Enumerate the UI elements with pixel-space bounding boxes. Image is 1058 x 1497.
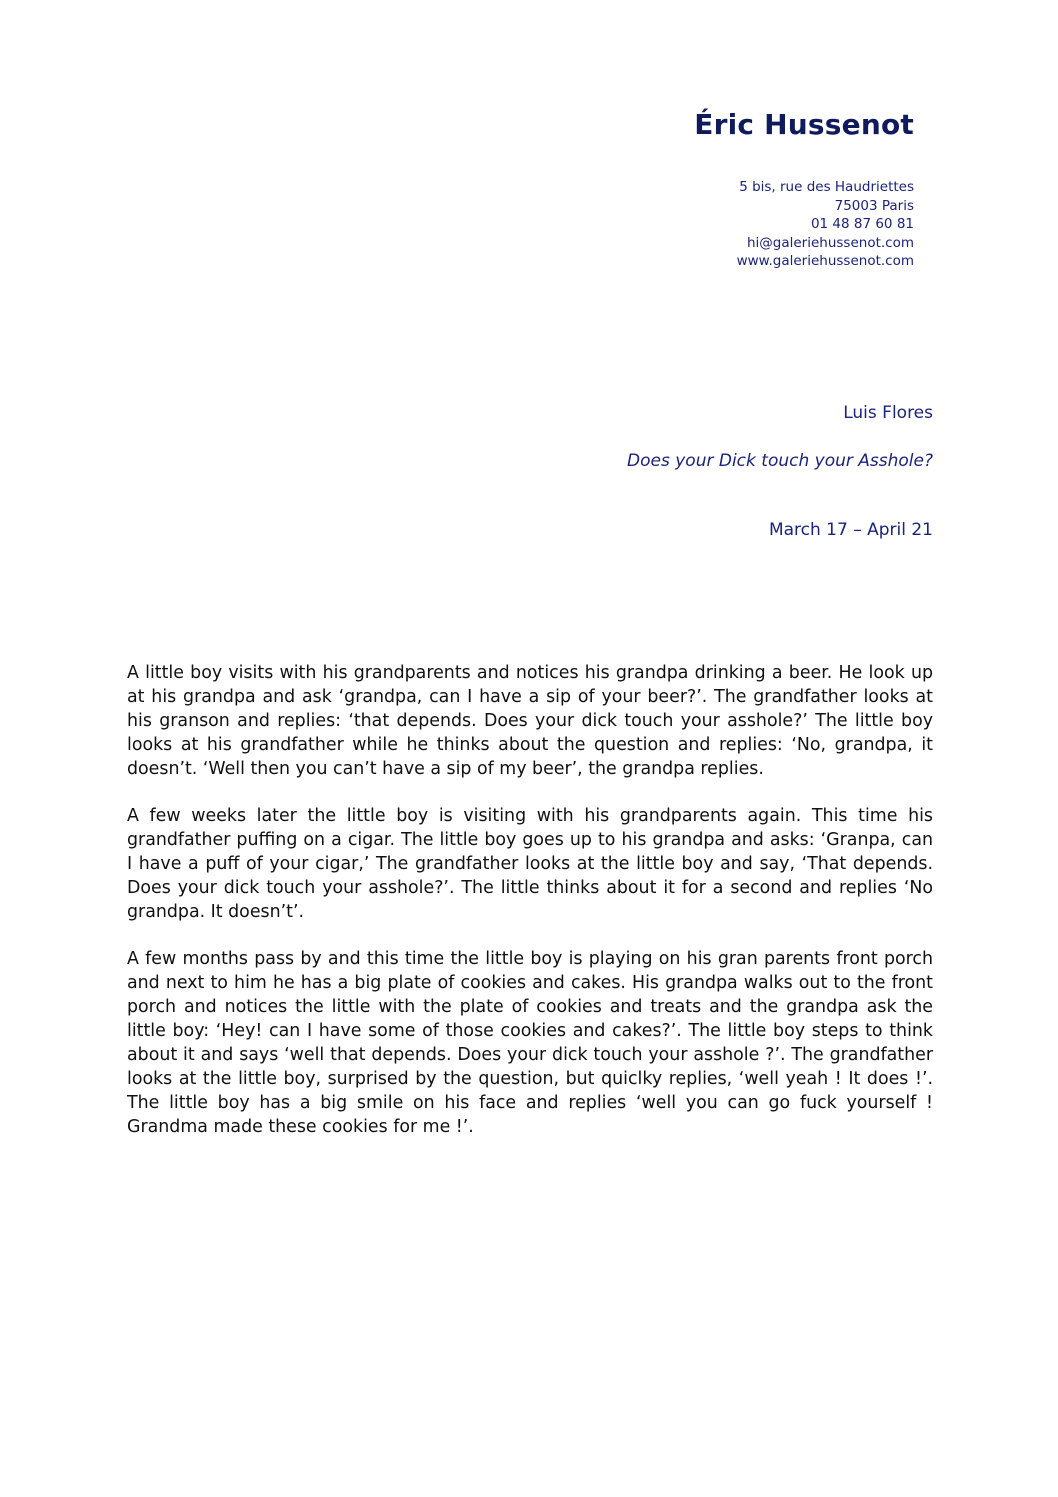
- body-paragraph: A little boy visits with his grandparents and notices his grandpa drinking a beer. He look up at his grandpa and ask ‘grandpa, can I have a sip of your beer?’. The grandfather looks at his granson and replies: ‘that depends. Does your dick touch your asshole?’ The little boy looks at his grandfather while he thinks about the question and replies: ‘No, grandpa, it doesn’t. ‘Well then you can’t have a sip of my beer’, the grandpa replies.: [127, 663, 933, 779]
- address-phone: 01 48 87 60 81: [810, 216, 914, 232]
- body-paragraph: A few months pass by and this time the little boy is playing on his gran parents front porch and next to him he has a big plate of cookies and cakes. His grandpa walks out to the front porch and notices the little with the plate of cookies and treats and the grandpa ask the little boy: ‘Hey! can I have some of those cookies and cakes?’. The little boy steps to think about it and says ‘well that depends. Does your dick touch your asshole ?’. The grandfather looks at the little boy, surprised by the question, but quiclky replies, ‘well yeah ! It does !’. The little boy has a big smile on his face and replies ‘well you can go fuck yourself ! Grandma made these cookies for me !’.: [127, 949, 933, 1137]
- exhibition-dates: March 17 – April 21: [768, 520, 933, 540]
- address-street: 5 bis, rue des Haudriettes: [739, 179, 914, 195]
- exhibition-artist: Luis Flores: [843, 403, 933, 423]
- exhibition-title: Does your Dick touch your Asshole?: [627, 451, 933, 471]
- address-website: www.galeriehussenot.com: [736, 253, 914, 269]
- gallery-name: Éric Hussenot: [694, 108, 914, 141]
- address-email: hi@galeriehussenot.com: [746, 234, 914, 251]
- gallery-address-block: [737, 178, 914, 271]
- body-paragraph: A few weeks later the little boy is visiting with his grandparents again. This time his grandfather puffing on a cigar. The little boy goes up to his grandpa and asks: ‘Granpa, can I have a puff of your cigar,’ The grandfather looks at the little boy and say, ‘That depends. Does your dick touch your asshole?’. The little thinks about it for a second and replies ‘No grandpa. It doesn’t’.: [127, 806, 933, 922]
- address-city: 75003 Paris: [834, 197, 914, 214]
- body-text: [127, 661, 933, 1162]
